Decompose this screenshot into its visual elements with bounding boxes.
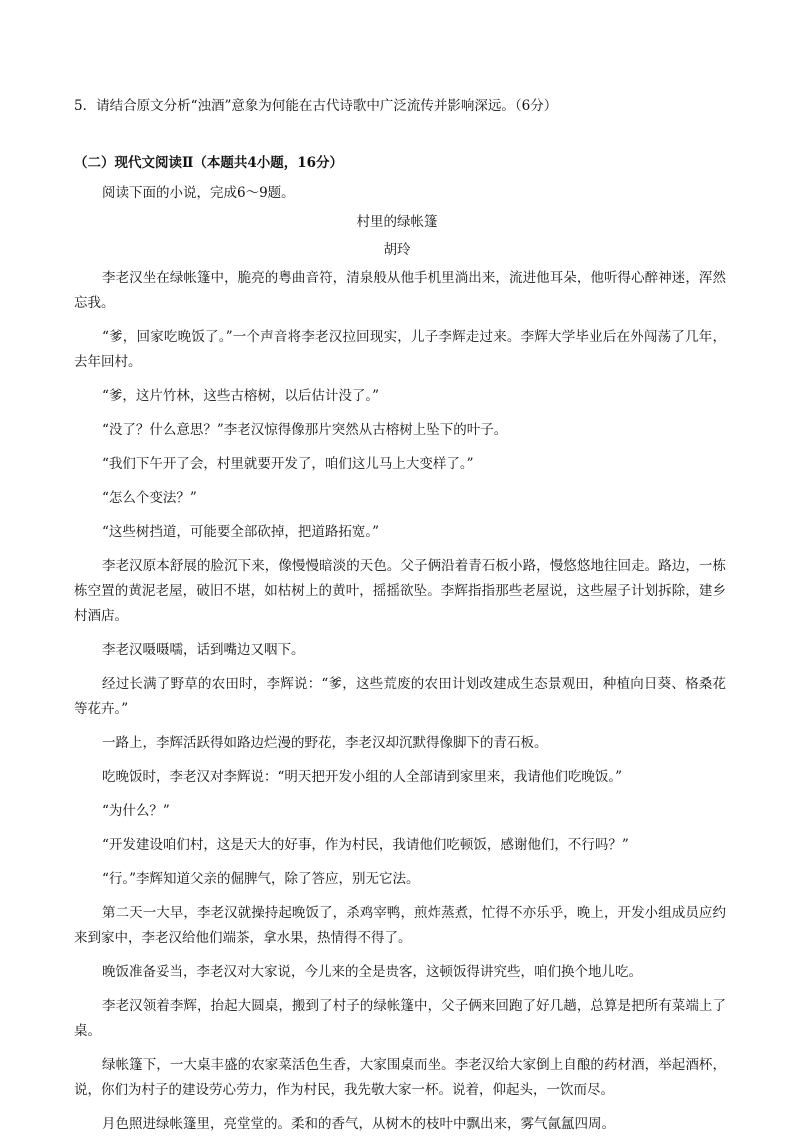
story-paragraph: 一路上，李辉活跃得如路边烂漫的野花，李老汉却沉默得像脚下的青石板。 xyxy=(102,735,548,751)
story-paragraph: 绿帐篷下，一大桌丰盛的农家菜活色生香，大家围桌而坐。李老汉给大家倒上自酿的药材酒，举起酒杯，说，你们为村子的建设劳心劳力，作为村民，我先敬大家一杯。说着，仰起头，一饮而尽。 xyxy=(74,1057,726,1098)
section-heading: （二）现代文阅读Ⅱ（本题共4小题，16分） xyxy=(74,155,344,171)
story-paragraph: “爹，回家吃晚饭了。”一个声音将李老汉拉回现实，儿子李辉走过来。李辉大学毕业后在外闯荡了几年，去年回村。 xyxy=(74,329,726,370)
story-paragraph: 李老汉原本舒展的脸沉下来，像慢慢暗淡的天色。父子俩沿着青石板小路，慢悠悠地往回走。路边，一栋栋空置的黄泥老屋，破旧不堪，如枯树上的黄叶，摇摇欲坠。李辉指指那些老屋说，这些屋子计划拆除，建乡村酒店。 xyxy=(74,558,726,624)
question-5: 5．请结合原文分析“浊酒”意象为何能在古代诗歌中广泛流传并影响深远。（6分） xyxy=(74,98,558,114)
story-body xyxy=(74,266,726,1146)
story-paragraph: 经过长满了野草的农田时，李辉说：“爹，这些荒废的农田计划改建成生态景观田，种植向日葵、格桑花等花卉。” xyxy=(74,676,726,717)
story-author: 胡玲 xyxy=(383,242,411,258)
story-paragraph: 晚饭准备妥当，李老汉对大家说，今儿来的全是贵客，这顿饭得讲究些，咱们换个地儿吃。 xyxy=(102,964,642,980)
story-paragraph: 李老汉领着李辉，抬起大圆桌，搬到了村子的绿帐篷中，父子俩来回跑了好几趟，总算是把所有菜端上了桌。 xyxy=(74,998,726,1039)
story-paragraph: “开发建设咱们村，这是天大的好事，作为村民，我请他们吃顿饭，感谢他们，不行吗？” xyxy=(102,837,629,853)
story-paragraph: “我们下午开了会，村里就要开发了，咱们这儿马上大变样了。” xyxy=(102,456,474,472)
story-paragraph: “行。”李辉知道父亲的倔脾气，除了答应，别无它法。 xyxy=(102,871,420,887)
story-paragraph: “为什么？” xyxy=(102,803,170,819)
story-paragraph: 李老汉坐在绿帐篷中，脆亮的粤曲音符，清泉般从他手机里淌出来，流进他耳朵，他听得心醉神迷，浑然忘我。 xyxy=(74,270,726,311)
story-paragraph: 李老汉嗫嗫嚅，话到嘴边又咽下。 xyxy=(102,642,305,658)
story-paragraph: “怎么个变法？” xyxy=(102,490,197,506)
reading-instruction: 阅读下面的小说，完成6～9题。 xyxy=(102,185,295,201)
story-title: 村里的绿帐篷 xyxy=(356,214,438,230)
story-paragraph: “这些树挡道，可能要全部砍掉，把道路拓宽。” xyxy=(102,524,380,540)
story-paragraph: 吃晚饭时，李老汉对李辉说：“明天把开发小组的人全部请到家里来，我请他们吃晚饭。” xyxy=(102,769,623,785)
story-paragraph: “爹，这片竹林，这些古榕树，以后估计没了。” xyxy=(102,388,380,404)
story-paragraph: 月色照进绿帐篷里，亮堂堂的。柔和的香气，从树木的枝叶中飘出来，雾气氤氲四周。 xyxy=(102,1116,615,1132)
story-paragraph: “没了？什么意思？”李老汉惊得像那片突然从古榕树上坠下的叶子。 xyxy=(102,422,508,438)
story-paragraph: 第二天一大早，李老汉就操持起晚饭了，杀鸡宰鸭，煎炸蒸煮，忙得不亦乐乎，晚上，开发小组成员应约来到家中，李老汉给他们端茶，拿水果，热情得不得了。 xyxy=(74,905,726,946)
